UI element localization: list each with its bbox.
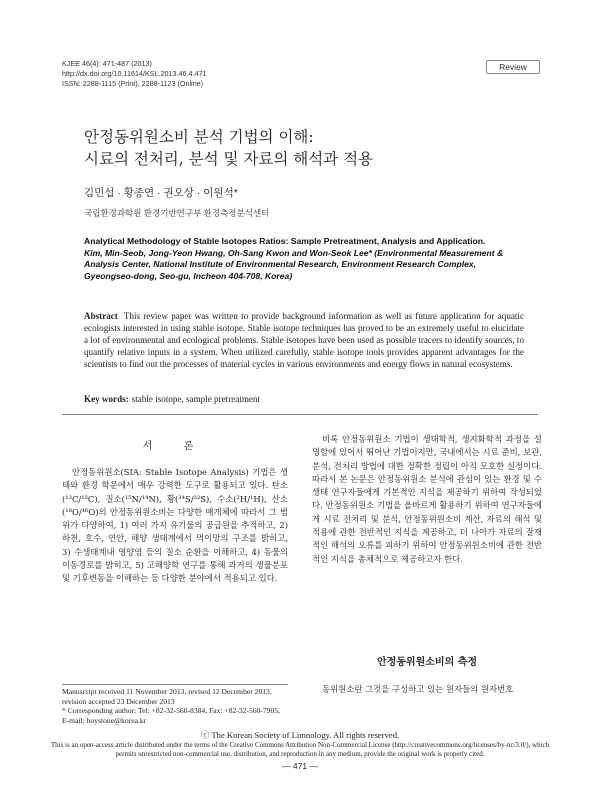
divider [62, 414, 538, 415]
keywords-label: Key words: [84, 394, 129, 404]
english-title-block [84, 236, 524, 282]
section2-first-line: 동위원소란 그것을 구성하고 있는 원자들의 원자번호 [322, 684, 514, 694]
intro-column-left [62, 466, 288, 586]
article-type-badge: Review [486, 60, 540, 74]
footnote-divider [62, 684, 288, 685]
keywords-text: stable isotope, sample pretreatment [131, 394, 260, 404]
intro-paragraph-2: 비록 안정동위원소 기법이 생태학적, 생지화학적 과정을 설명함에 있어서 뛰어난 기법이지만, 국내에서는 시료 준비, 보관, 분석, 전처리 방법에 대한 정확한 정립이 아직 모호한 실정이다. 따라서 본 논문은 안정동위원소 분석에 관심이 있는 환경 및 수생태 연구자들에게 기본적인 지식을 제공하기 위하여 작성되었다. 안정동위원소 기법을 올바르게 활용하기 위하여 연구자들에게 시료 전처리 및 분석, 안정동위원소비 계산, 자료의 해석 및 적용에 관한 전반적인 지식을 제공하고, 더 나아가 자료의 잘재적인 해석의 오류를 피하기 위하여 안정동위원소비에 관한 전반적인 지식을 총체적으로 제공하고자 한다. [312, 434, 542, 564]
copyright: ⓒ The Korean Society of Limnology. All rights reserved. [200, 730, 400, 740]
footnote-received: Manuscript received 11 November 2013, revised 12 December 2013, revision accepted 23 December 2013 [62, 687, 272, 706]
affiliation-korean: 국립환경과학원 환경기반연구부 환경측정분석센터 [84, 208, 270, 218]
intro-paragraph-1: 안정동위원소(SIA: Stable Isotope Analysis) 기법은 생태와 환경 학문에서 매우 강력한 도구로 활용되고 있다. 탄소(¹³C/¹²C), 질소(¹⁵N/¹⁴N), 황(³⁴S/³²S), 수소(²H/¹H), 산소(¹⁸O/¹⁶O)의 안정동위원소비는 다양한 매개체에 따라서 그 범위가 다양하여, 1) 여러 가지 유기물의 공급원을 추적하고, 2) 하천, 호수, 연안, 해양 생태계에서 먹이망의 구조를 밝히고, 3) 수생태계내 영양염 등의 질소 순환을 이해하고, 4) 동물의 이동경로를 밝히고, 5) 고해양학 연구를 통해 과거의 생물분포 및 기후변동을 이해하는 등 다양한 분야에서 적용되고 있다. [62, 467, 288, 584]
abstract [84, 311, 524, 371]
section-heading-measurement: 안정동위원소비의 측정 [376, 657, 478, 668]
journal-citation: KJEE 46(4): 471-487 (2013) [62, 59, 152, 68]
section2-text [312, 683, 542, 696]
issn: ISSN: 2288-1115 (Print), 2288-1123 (Online) [62, 79, 204, 88]
footnote-corresponding: * Corresponding author: Tel: +82-32-560-8384, Fax: +82-32-560-7905, E-mail: boystone@korea.kr [62, 706, 280, 725]
license-text: This is an open-access article distributed under the terms of the Creative Commons Attribution Non-Commercial License (http://creativecommons.org/licenses/by-nc/3.0/), which permits unrestricted non-commercial use, distribution, and reproduction in any medium, provide the original work is properly cited. [50, 741, 550, 758]
keywords [84, 394, 524, 404]
english-title: Analytical Methodology of Stable Isotopes Ratios: Sample Pretreatment, Analysis and Application. [84, 236, 486, 246]
abstract-label: Abstract [84, 311, 118, 321]
authors-korean: 김민섭 · 황종연 · 권오상 · 이원석* [84, 187, 238, 199]
section-heading-intro: 서 론 [142, 441, 208, 452]
abstract-text: This review paper was written to provide background information as well as future application for aquatic ecologists interested in using stable isotope. Stable isotope techniques has proved to be an extremely useful to elucidate a lot of environmental and ecological problems. Stable isotopes have been used as possible tracers to identify sources, to quantify relative inputs in a system. When utilized carefully, stable isotope tools provides apparent advantages for the scientists to find out the processes of material cycles in various environments and energy flows in natural ecosystems. [84, 311, 524, 369]
intro-column-right [312, 433, 542, 566]
title-line-1: 안정동위원소비 분석 기법의 이해: [84, 128, 314, 146]
doi-link[interactable]: http://dx.doi.org/10.11614/KSL.2013.46.4.471 [62, 69, 207, 78]
page-number: — 471 — [282, 761, 318, 771]
title-line-2: 시료의 전처리, 분석 및 자료의 해석과 적용 [84, 150, 374, 168]
english-authors-affiliation: Kim, Min-Seob, Jong-Yeon Hwang, Oh-Sang Kwon and Won-Seok Lee* (Environmental Measurement & Analysis Center, National Institute of Environmental Research, Environment Research Complex, Gyeongseo-dong, Seo-gu, Incheon 404-708, Korea) [84, 247, 504, 281]
